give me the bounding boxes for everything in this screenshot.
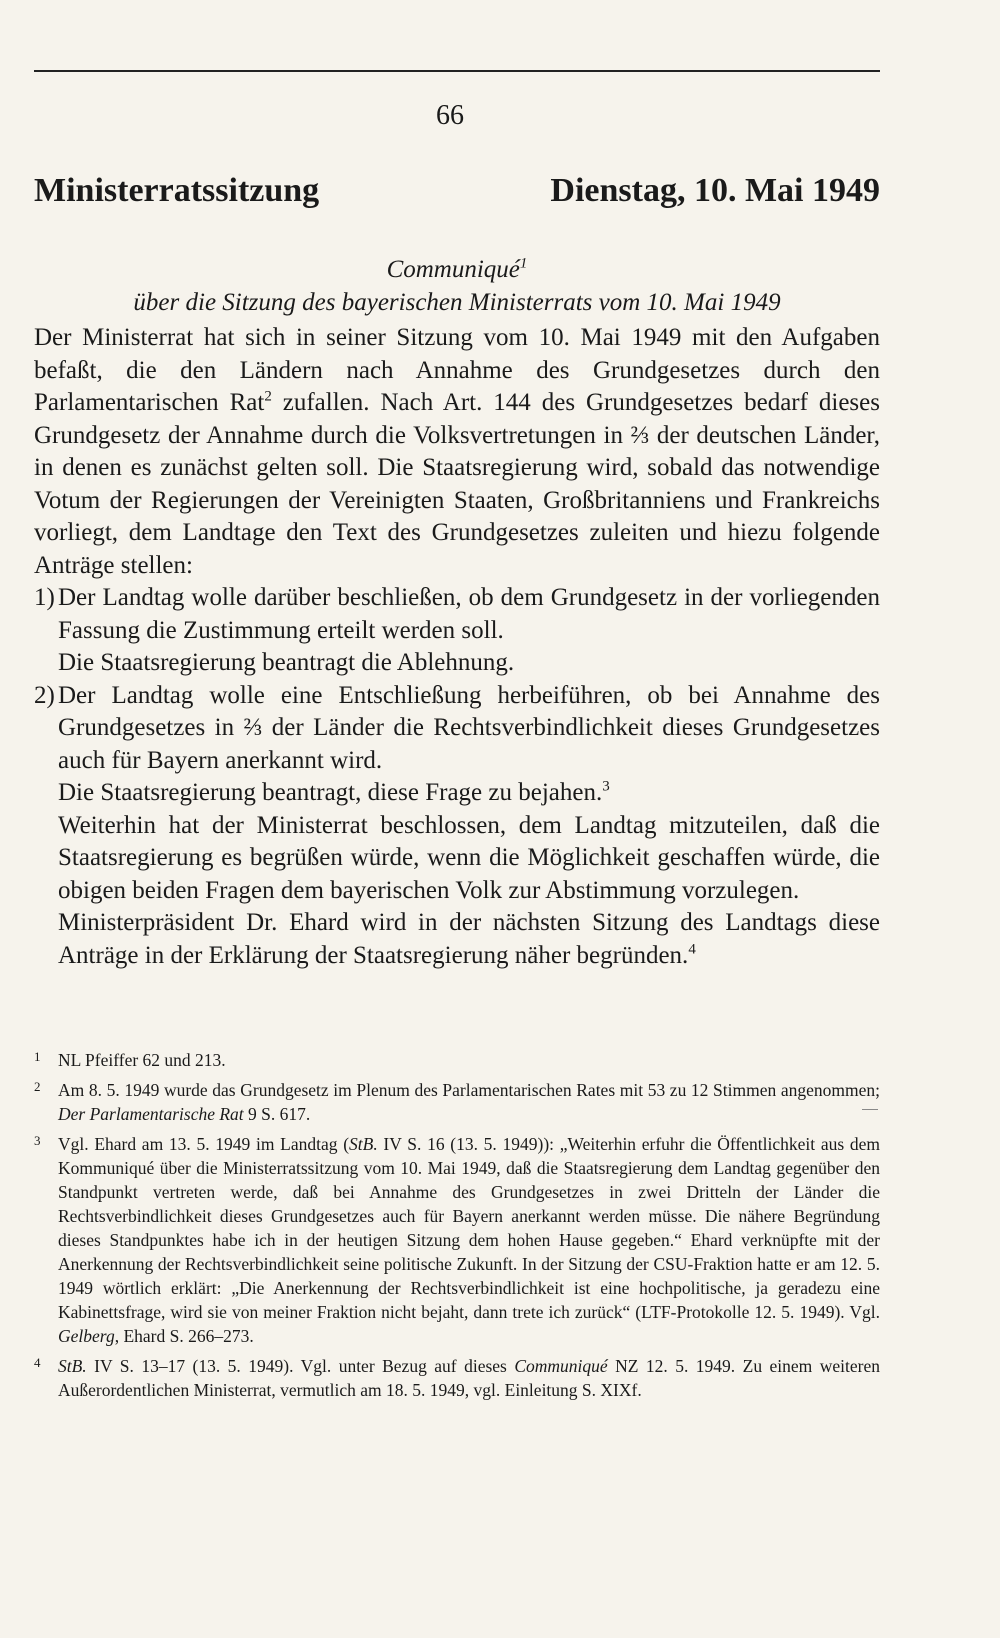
- margin-dash: [862, 1109, 878, 1110]
- motion-note-2: [34, 777, 880, 810]
- footnote-text-part: , Ehard S. 266–273.: [114, 1326, 254, 1346]
- footnote-text-part: Am 8. 5. 1949 wurde das Grundgesetz im Plenum des Parlamentarischen Rates mit 53 zu 12 Stimmen angenommen;: [58, 1080, 880, 1100]
- footnote-text-part: Vgl. Ehard am 13. 5. 1949 im Landtag (: [58, 1134, 350, 1154]
- footnote-ref-4[interactable]: 4: [688, 941, 696, 958]
- footnote-3: [34, 1132, 880, 1348]
- motion-number-1: 1): [34, 584, 55, 611]
- footnote-text-part: IV S. 16 (13. 5. 1949)): „Weiterhin erfuhr die Öffentlichkeit aus dem Kommuniqué über die Ministerratssitzung vom 10. Mai 1949, daß die Staatsregierung dem Landtag gegenüber den Standpunkt vertreten werde, daß bei Annahme des Grundgesetzes in zwei Dritteln der Länder die Rechtsverbindlichkeit dieses Grundgesetzes auch für Bayern anerkannt werden müsse. Die nähere Begründung dieses Standpunktes habe ich in der heutigen Sitzung dem hohen Hause gegeben.“ Ehard verknüpfte mit der Anerkennung der Rechtsverbindlichkeit seine politische Zukunft. In der Sitzung der CSU-Fraktion hatte er am 12. 5. 1949 wörtlich erklärt: „Die Anerkennung der Rechtsverbindlichkeit ist eine hochpolitische, ja geradezu eine Kabinettsfrage, wird sie von meiner Fraktion nicht bejaht, dann trete ich zurück“ (LTF-Protokolle 12. 5. 1949). Vgl.: [58, 1134, 880, 1322]
- footnote-text: NL Pfeiffer 62 und 213.: [58, 1050, 226, 1070]
- motion-text-1: Der Landtag wolle darüber beschließen, ob dem Grundgesetz in der vorliegenden Fassung die Zustimmung erteilt werden soll.: [58, 584, 880, 644]
- footnote-4: [34, 1354, 880, 1402]
- footnote-text: [58, 1132, 880, 1348]
- paragraph-3: [34, 907, 880, 972]
- footnote-mark: 3: [34, 1133, 41, 1148]
- body-text: [34, 322, 880, 972]
- footnote-2: [34, 1078, 880, 1126]
- motion-number-2: 2): [34, 681, 55, 709]
- footnote-citation: StB.: [58, 1356, 87, 1376]
- footnote-ref-3[interactable]: 3: [602, 778, 610, 795]
- session-date: Dienstag, 10. Mai 1949: [550, 172, 880, 209]
- communique-title-text: Communiqué: [386, 256, 520, 283]
- motion-text-2: Der Landtag wolle eine Entschließung herbeiführen, ob bei Annahme des Grundgesetzes in ⅔ der Länder die Rechtsverbindlichkeit dieses Grundgesetzes auch für Bayern anerkannt wird.: [58, 681, 880, 774]
- footnote-ref-2[interactable]: 2: [264, 388, 272, 405]
- footnote-citation: Communiqué: [514, 1356, 608, 1376]
- footnote-mark: 1: [34, 1049, 41, 1064]
- paragraph-2: Weiterhin hat der Ministerrat beschlossen, dem Landtag mitzuteilen, daß die Staatsregierung es begrüßen würde, wenn die Möglichkeit geschaffen würde, die obigen beiden Fragen dem bayerischen Volk zur Abstimmung vorzulegen.: [58, 811, 880, 904]
- motion-item-1: [34, 582, 880, 647]
- footnote-citation: StB.: [349, 1134, 378, 1154]
- communique-title: [34, 256, 880, 284]
- footnote-text-part: NZ 12. 5. 1949. Zu einem weiteren Außerordentlichen Ministerrat, vermutlich am 18. 5. 1949, vgl. Einleitung S. XIXf.: [58, 1356, 880, 1400]
- page-number: 66: [436, 100, 464, 131]
- communique-subtitle: über die Sitzung des bayerischen Ministerrats vom 10. Mai 1949: [133, 289, 781, 316]
- paragraph-1-part-a: Der Ministerrat hat sich in seiner Sitzung vom 10. Mai 1949 mit den Aufgaben befaßt, die den Ländern nach Annahme des Grundgesetzes durch den Parlamentarischen Rat: [34, 324, 880, 416]
- title-row: [34, 172, 880, 210]
- footnote-mark: 4: [34, 1355, 41, 1370]
- paragraph-1: [34, 322, 880, 582]
- footnote-mark: 2: [34, 1079, 41, 1094]
- footnote-text: [58, 1078, 880, 1126]
- motion-item-2: [34, 680, 880, 778]
- motion-note-1: Die Staatsregierung beantragt die Ablehnung.: [58, 649, 515, 676]
- session-title: Ministerratssitzung: [34, 172, 320, 209]
- footnote-text-part: 9 S. 617.: [243, 1104, 311, 1124]
- footnote-text-part: IV S. 13–17 (13. 5. 1949). Vgl. unter Bezug auf dieses: [86, 1356, 515, 1376]
- motion-note-2-text: Die Staatsregierung beantragt, diese Frage zu bejahen.: [58, 779, 603, 806]
- footnotes: [34, 1048, 880, 1408]
- footnote-citation: Der Parlamentarische Rat: [58, 1104, 244, 1124]
- footnote-text: [58, 1354, 880, 1402]
- footnote-citation: Gelberg: [58, 1326, 115, 1346]
- paragraph-1-part-b: zufallen. Nach Art. 144 des Grundgesetzes bedarf dieses Grundgesetz der Annahme durch die Volksvertretungen in ⅔ der deutschen Länder, in denen es zunächst gelten soll. Die Staatsregierung wird, sobald das notwendige Votum der Regierungen der Vereinigten Staaten, Großbritanniens und Frankreichs vorliegt, dem Landtage den Text des Grundgesetzes zuleiten und hiezu folgende Anträge stellen:: [34, 389, 880, 579]
- header-rule: [34, 70, 880, 72]
- footnote-ref-1[interactable]: 1: [519, 255, 528, 272]
- paragraph-3-text: Ministerpräsident Dr. Ehard wird in der nächsten Sitzung des Landtags diese Anträge in der Erklärung der Staatsregierung näher begründen.: [58, 909, 880, 969]
- footnote-1: [34, 1048, 880, 1072]
